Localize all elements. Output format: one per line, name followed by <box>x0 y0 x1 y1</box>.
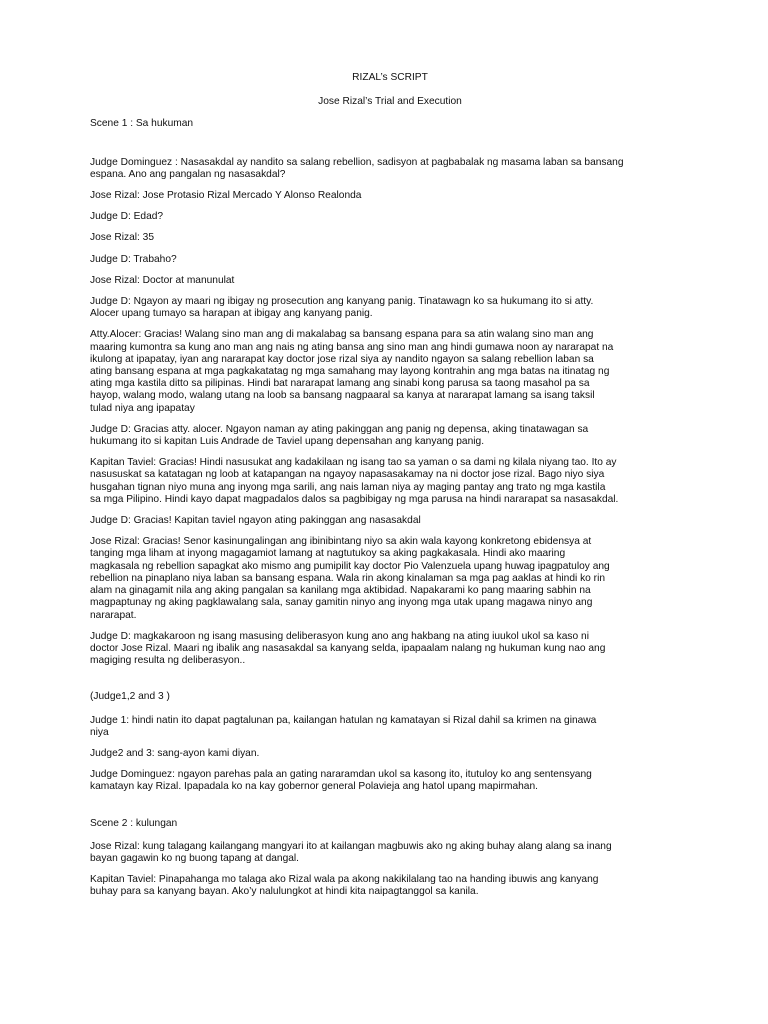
dialogue-paragraph <box>90 275 690 287</box>
dialogue-paragraph <box>90 254 690 266</box>
dialogue-line: hayop, walang modo, walang utang na loob sa bansang nagpaaral sa kanya at nararapat lamang sa isang taksil <box>90 390 595 402</box>
dialogue-line: Jose Rizal: 35 <box>90 232 154 244</box>
dialogue-line: rebellion na pinaplano niya laban sa bansang espana. Wala rin akong kinalaman sa mga pag aaklas at hindi ko rin <box>90 572 605 584</box>
dialogue-line: espana. Ano ang pangalan ng nasasakdal? <box>90 168 286 180</box>
dialogue-line: bayan gagawin ko ng buong tapang at dangal. <box>90 852 300 864</box>
dialogue-paragraph <box>90 715 690 739</box>
dialogue-paragraph <box>90 874 690 898</box>
dialogue-line: Alocer upang tumayo sa harapan at ibigay ang kanyang panig. <box>90 308 373 320</box>
dialogue-line: tanging mga liham at inyong magagamiot lamang at nagtutukoy sa aking pagkakasala. Hindi ako maaring <box>90 548 566 560</box>
dialogue-paragraph <box>90 232 690 244</box>
dialogue-paragraph <box>90 841 690 865</box>
dialogue-line: niya <box>90 726 109 738</box>
dialogue-paragraph <box>90 329 690 414</box>
dialogue-line: Judge Dominguez: ngayon parehas pala an gating nararamdan ukol sa kasong ito, itutuloy ko ang sentensyang <box>90 769 592 781</box>
scene-1-heading: Scene 1 : Sa hukuman <box>90 118 194 130</box>
document-subtitle: Jose Rizal’s Trial and Execution <box>318 96 462 108</box>
judges-heading: (Judge1,2 and 3 ) <box>90 691 170 703</box>
dialogue-paragraph <box>90 296 690 320</box>
dialogue-line: ating mga kastila ditto sa pilipinas. Hindi bat nararapat lamang ang sinabi kong parusa sa taong masahol pa sa <box>90 378 590 390</box>
dialogue-paragraph <box>90 769 690 793</box>
dialogue-line: magkasala ng rebellion sapagkat ako mismo ang pumipilit kay doctor Pio Valenzuela upang huwag ipagpatuloy ang <box>90 560 610 572</box>
dialogue-line: husgahan tignan niyo muna ang inyong mga sarili, ang nais laman niya ay maging pantay ang trato ng mga kastila <box>90 481 606 493</box>
scene-2-heading: Scene 2 : kulungan <box>90 817 178 829</box>
dialogue-line: Kapitan Taviel: Pinapahanga mo talaga ako Rizal wala pa akong nakikilalang tao na handing ibuwis ang kanyang <box>90 874 599 886</box>
dialogue-line: Judge2 and 3: sang-ayon kami diyan. <box>90 747 260 759</box>
dialogue-line: Jose Rizal: Gracias! Senor kasinungalingan ang ibinibintang niyo sa akin wala kayong konkretong ebidensya at <box>90 536 592 548</box>
dialogue-line: Kapitan Taviel: Gracias! Hindi nasusukat ang kadakilaan ng isang tao sa yaman o sa dami ng kilala niyang tao. Ito ay <box>90 457 617 469</box>
dialogue-line: Jose Rizal: Doctor at manunulat <box>90 274 235 286</box>
dialogue-line: Judge D: magkakaroon ng isang masusing deliberasyon kung ano ang hakbang na ating iuukol ukol sa kaso ni <box>90 630 589 642</box>
dialogue-line: doctor Jose Rizal. Maari ng ibalik ang nasasakdal sa kanyang selda, ipapaalam nalang ng hukuman kung nao ang <box>90 642 606 654</box>
dialogue-paragraph <box>90 631 690 668</box>
dialogue-paragraph <box>90 424 690 448</box>
scene-1-dialogue <box>90 157 690 668</box>
dialogue-line: hukumang ito si kapitan Luis Andrade de Taviel upang depensahan ang kanyang panig. <box>90 436 485 448</box>
dialogue-paragraph <box>90 157 690 181</box>
dialogue-line: Jose Rizal: kung talagang kailangang mangyari ito at kailangan magbuwis ako ng aking buhay alang alang sa inang <box>90 840 612 852</box>
dialogue-paragraph <box>90 515 690 527</box>
dialogue-line: sa mga Pilipino. Hindi kayo dapat magpadalos dalos sa pagbibigay ng mga parusa na hindi nararapat sa nasasakdal. <box>90 493 619 505</box>
dialogue-line: Atty.Alocer: Gracias! Walang sino man ang di makalabag sa bansang espana para sa atin walang sino man ang <box>90 329 594 341</box>
dialogue-line: ikulong at ipapatay, iyan ang nararapat kay doctor jose rizal siya ay nandito ngayon sa salang rebellion laban sa <box>90 353 594 365</box>
dialogue-line: Judge D: Trabaho? <box>90 253 177 265</box>
dialogue-line: Judge D: Ngayon ay maari ng ibigay ng prosecution ang kanyang panig. Tinatawagn ko sa hukumang ito si atty. <box>90 296 594 308</box>
dialogue-paragraph <box>90 211 690 223</box>
dialogue-line: Judge Dominguez : Nasasakdal ay nandito sa salang rebellion, sadisyon at pagbabalak ng masama laban sa bansang <box>90 156 624 168</box>
scene-2-dialogue <box>90 841 690 899</box>
dialogue-paragraph <box>90 748 690 760</box>
dialogue-line: magiging resulta ng deliberasyon.. <box>90 655 246 667</box>
dialogue-line: Judge 1: hindi natin ito dapat pagtalunan pa, kailangan hatulan ng kamatayan si Rizal dahil sa krimen na ginawa <box>90 714 597 726</box>
judges-dialogue <box>90 715 690 794</box>
dialogue-line: alam na ginagamit nila ang aking pangalan sa kanilang mga aktibidad. Napakarami ko pang maaring sabhin na <box>90 585 591 597</box>
dialogue-line: nararapat. <box>90 609 137 621</box>
dialogue-line: Judge D: Edad? <box>90 211 164 223</box>
dialogue-paragraph <box>90 536 690 621</box>
dialogue-line: buhay para sa kanyang bayan. Ako’y nalulungkot at hindi kita naipagtanggol sa kanila. <box>90 886 479 898</box>
dialogue-line: magpaptunay ng aking pagklawalang sala, sanay gamitin ninyo ang inyong mga utak upang magawa ninyo ang <box>90 597 593 609</box>
script-page <box>90 72 690 908</box>
dialogue-line: Judge D: Gracias! Kapitan taviel ngayon ating pakinggan ang nasasakdal <box>90 515 421 527</box>
dialogue-line: Jose Rizal: Jose Protasio Rizal Mercado Y Alonso Realonda <box>90 190 362 202</box>
dialogue-line: ating bansang espana at mga pagkakatatag ng mga samahang may layong kontrahin ang mga batas na itinatag ng <box>90 366 610 378</box>
dialogue-line: Judge D: Gracias atty. alocer. Ngayon naman ay ating pakinggan ang panig ng depensa, aking tinatawagan sa <box>90 423 589 435</box>
dialogue-line: nasususkat sa katatagan ng loob at katapangan na ngayoy napasasakamay na ni doctor jose rizal. Bago niyo siya <box>90 469 605 481</box>
document-title: RIZAL’s SCRIPT <box>352 72 428 83</box>
dialogue-line: maaring kumontra sa kung ano man ang nais ng ating bansa ang sino man ang hindi gumawa noon ay nararapat na <box>90 341 614 353</box>
dialogue-paragraph <box>90 457 690 506</box>
dialogue-line: tulad niya ang ipapatay <box>90 402 195 414</box>
dialogue-paragraph <box>90 190 690 202</box>
dialogue-line: kamatayn kay Rizal. Ipapadala ko na kay gobernor general Polavieja ang hatol upang mapirmahan. <box>90 781 538 793</box>
